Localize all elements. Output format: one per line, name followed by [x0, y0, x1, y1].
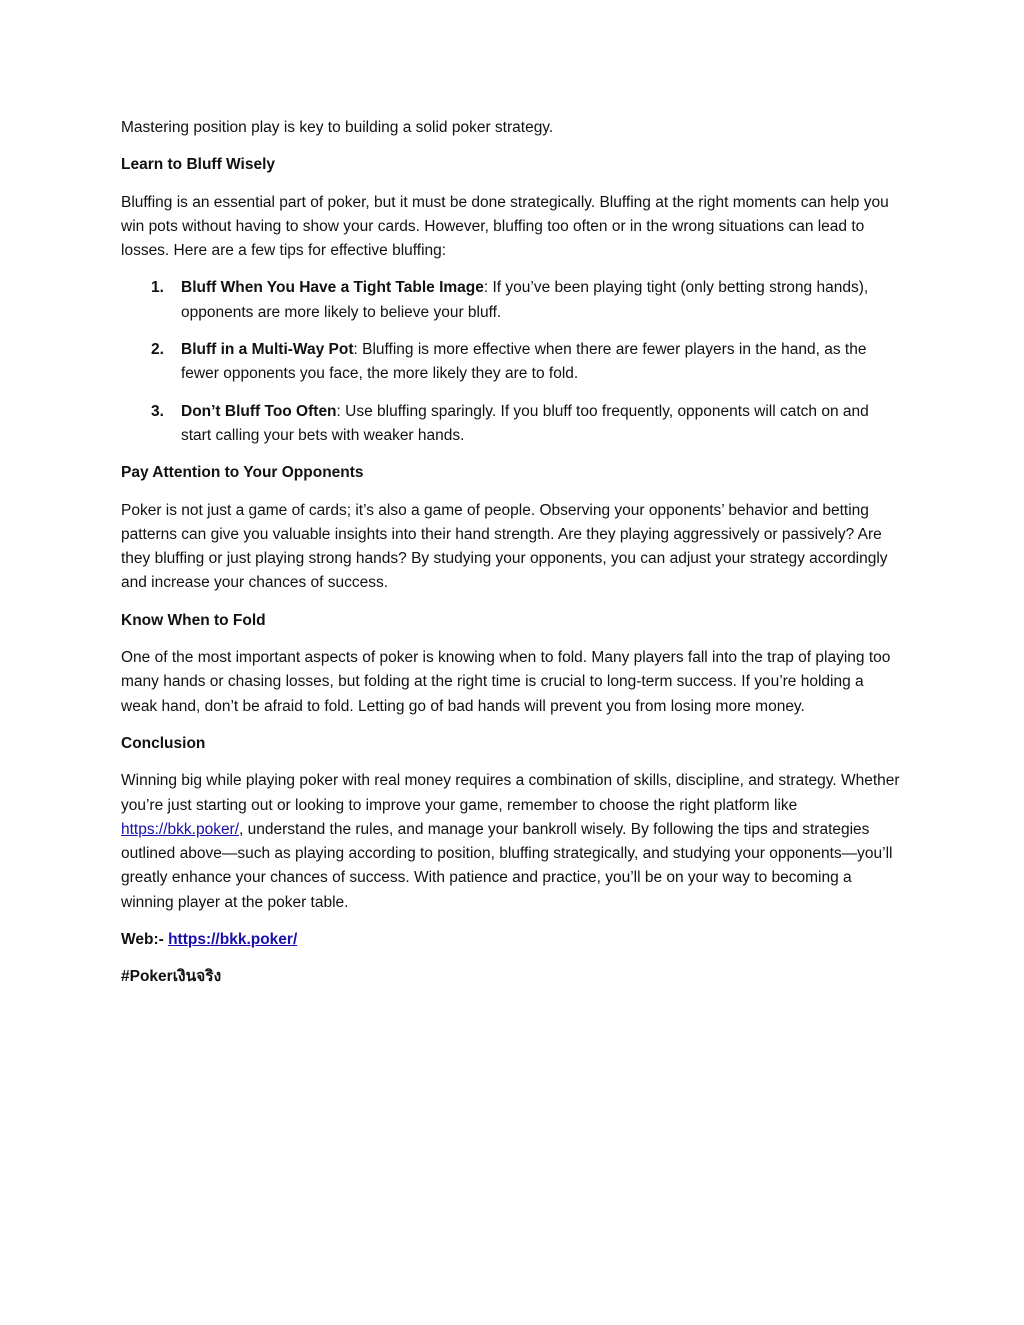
intro-paragraph: Mastering position play is key to building a solid poker strategy.: [121, 119, 554, 136]
conclusion-text-end: , understand the rules, and manage your bankroll wisely. By following the tips and strategies outlined above—such as playing according to position, bluffing strategically, and studying your opponents—you’ll greatly enhance your chances of success. With patience and practice, you’ll be on your way to becoming a winning player at the poker table.: [121, 820, 893, 911]
web-link[interactable]: https://bkk.poker/: [168, 931, 298, 949]
bluff-heading: Learn to Bluff Wisely: [121, 156, 276, 174]
list-item: [121, 338, 901, 387]
tip-text: : Use bluffing sparingly. If you bluff too frequently, opponents will catch on and start calling your bets with weaker hands.: [181, 402, 869, 444]
list-number: 1.: [151, 279, 164, 297]
web-label: Web:-: [121, 931, 169, 949]
conclusion-paragraph: [121, 769, 901, 915]
tip-text: : If you’ve been playing tight (only betting strong hands), opponents are more likely to believe your bluff.: [181, 279, 869, 321]
conclusion-text-start: Winning big while playing poker with real money requires a combination of skills, discipline, and strategy. Whether you’re just starting out or looking to improve your game, remember to choose the right platform like: [121, 772, 900, 814]
platform-link[interactable]: https://bkk.poker/: [121, 820, 240, 838]
tip-text: : Bluffing is more effective when there are fewer players in the hand, as the fewer opponents you face, the more likely they are to fold.: [181, 341, 867, 383]
bluff-paragraph: Bluffing is an essential part of poker, but it must be done strategically. Bluffing at the right moments can help you win pots without having to show your cards. However, bluffing too often or in the wrong situations can lead to losses. Here are a few tips for effective bluffing:: [121, 193, 889, 260]
web-line: [121, 928, 901, 952]
tip-term: Don’t Bluff Too Often: [181, 402, 337, 420]
list-number: 2.: [151, 341, 164, 359]
hashtag: #Pokerเงินจริง: [121, 968, 222, 986]
list-item: [121, 276, 901, 325]
fold-paragraph: One of the most important aspects of poker is knowing when to fold. Many players fall into the trap of playing too many hands or chasing losses, but folding at the right time is crucial to long-term success. If you’re holding a weak hand, don’t be afraid to fold. Letting go of bad hands will prevent you from losing more money.: [121, 649, 891, 715]
tip-term: Bluff When You Have a Tight Table Image: [181, 279, 484, 297]
conclusion-heading: Conclusion: [121, 734, 206, 752]
list-item: [121, 400, 901, 449]
opponents-paragraph: Poker is not just a game of cards; it’s also a game of people. Observing your opponents’ behavior and betting patterns can give you valuable insights into their hand strength. Are they playing aggressively or passively? Are they bluffing or just playing strong hands? By studying your opponents, you can adjust your strategy accordingly and increase your chances of success.: [121, 501, 888, 592]
bluff-tips-list: [121, 276, 901, 448]
list-number: 3.: [151, 402, 164, 420]
fold-heading: Know When to Fold: [121, 611, 266, 629]
document-page: [121, 116, 901, 1003]
tip-term: Bluff in a Multi-Way Pot: [181, 341, 354, 359]
opponents-heading: Pay Attention to Your Opponents: [121, 464, 364, 482]
